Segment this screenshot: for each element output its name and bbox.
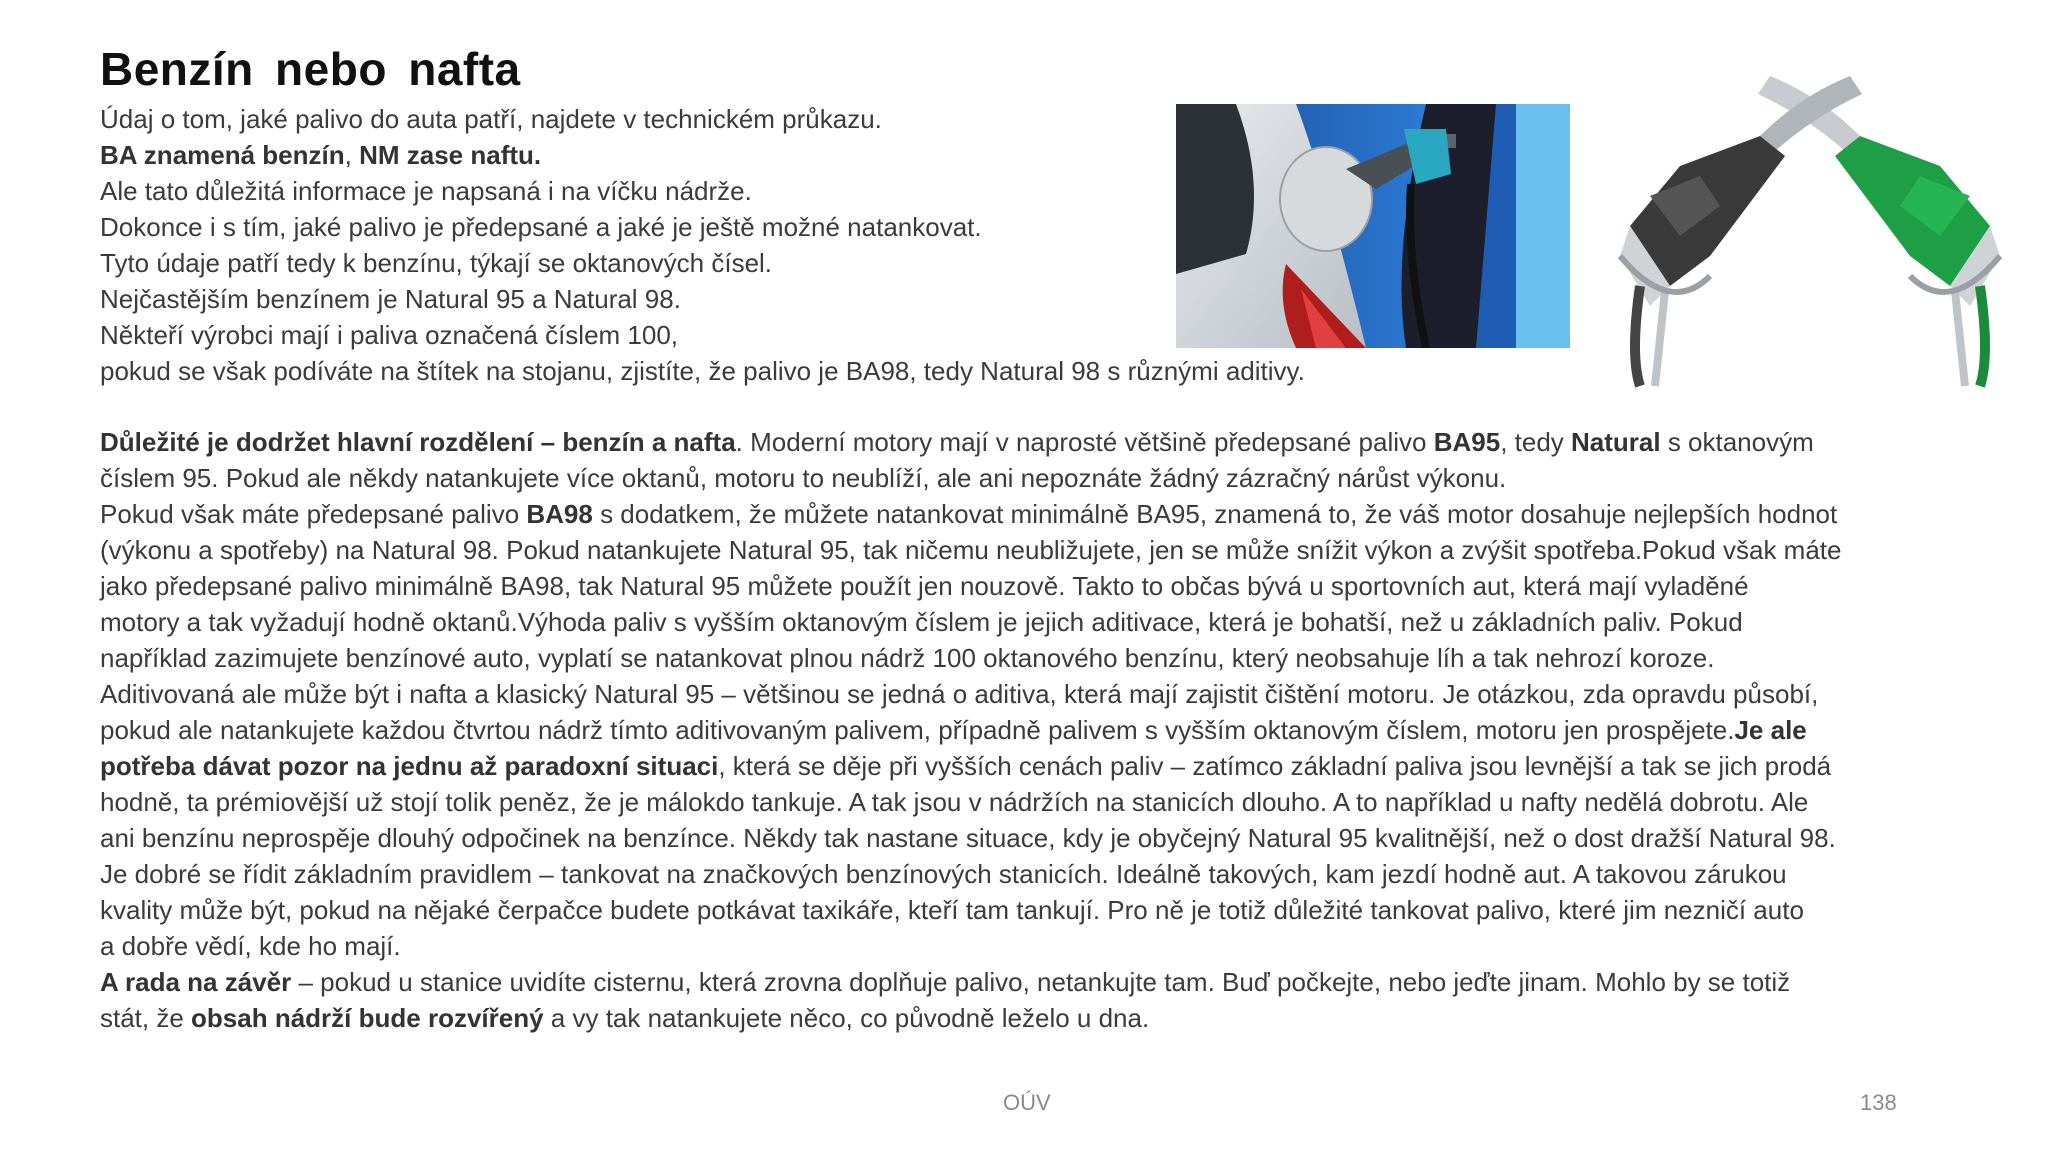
text-line: Aditivovaná ale může být i nafta a klasický Natural 95 – většinou se jedná o aditiva, která mají zajistit čištění motoru. Je otázkou, zda opravdu působí, bbox=[100, 679, 1819, 709]
text-span: – pokud u stanice uvidíte cisternu, která zrovna doplňuje palivo, netankujte tam. Buď počkejte, nebo jeďte jinam. Mohlo by se totiž bbox=[291, 967, 1791, 997]
text-span: pokud ale natankujete každou čtvrtou nádrž tímto aditivovaným palivem, případně palivem s vyšším oktanovým číslem, motoru jen prospějete. bbox=[100, 715, 1735, 745]
text-span: Pokud však máte předepsané palivo bbox=[100, 499, 527, 529]
bold-text: potřeba dávat pozor na jednu až paradoxní situaci bbox=[100, 751, 719, 781]
text-line: jako předepsané palivo minimálně BA98, tak Natural 95 můžete použít jen nouzově. Takto to občas bývá u sportovních aut, která mají vyladěné bbox=[100, 571, 1749, 601]
text-span: , která se děje při vyšších cenách paliv – zatímco základní paliva jsou levnější a tak se jich prodá bbox=[718, 751, 1832, 781]
intro-line: Někteří výrobci mají i paliva označená číslem 100, bbox=[100, 320, 679, 350]
text-line: motory a tak vyžadují hodně oktanů.Výhoda paliv s vyšším oktanovým číslem je jejich aditivace, která je bohatší, než u základních paliv. Pokud bbox=[100, 607, 1743, 637]
text-line bbox=[100, 712, 1960, 748]
text-line: a dobře vědí, kde ho mají. bbox=[100, 931, 401, 961]
text-span: s dodatkem, že můžete natankovat minimálně BA95, znamená to, že váš motor dosahuje nejlepších hodnot bbox=[592, 499, 1838, 529]
intro-line: Nejčastějším benzínem je Natural 95 a Natural 98. bbox=[100, 284, 681, 314]
text-line bbox=[100, 964, 1960, 1000]
text-line bbox=[100, 1000, 1960, 1036]
page-number: 138 bbox=[1860, 1090, 1897, 1115]
text-span: , bbox=[344, 140, 360, 170]
text-span: a vy tak natankujete něco, co původně leželo u dna. bbox=[543, 1003, 1150, 1033]
footer-label: OÚV bbox=[1003, 1090, 1051, 1115]
text-line: hodně, ta prémiovější už stojí tolik peněz, že je málokdo tankuje. A tak jsou v nádržích na stanicích dlouho. A to například u nafty nedělá dobrotu. Ale bbox=[100, 787, 1809, 817]
intro-line: Dokonce i s tím, jaké palivo je předepsané a jaké je ještě možné natankovat. bbox=[100, 212, 982, 242]
bold-text: Důležité je dodržet hlavní rozdělení – benzín a nafta bbox=[100, 427, 736, 457]
bold-text: NM zase naftu. bbox=[359, 140, 542, 170]
intro-line: Tyto údaje patří tedy k benzínu, týkají se oktanových čísel. bbox=[100, 248, 773, 278]
text-line: kvality může být, pokud na nějaké čerpačce budete potkávat taxikáře, kteří tam tankují. Pro ně je totiž důležité tankovat palivo, které jim nezničí auto bbox=[100, 895, 1804, 925]
intro-line: Údaj o tom, jaké palivo do auta patří, najdete v technickém průkazu. bbox=[100, 104, 882, 134]
text-line bbox=[100, 424, 1960, 460]
bold-text: obsah nádrží bude rozvířený bbox=[191, 1003, 544, 1033]
bold-text: BA98 bbox=[526, 499, 593, 529]
text-span: s oktanovým bbox=[1660, 427, 1814, 457]
text-span: stát, že bbox=[100, 1003, 192, 1033]
text-span: , tedy bbox=[1500, 427, 1572, 457]
text-span: . Moderní motory mají v naprosté většině předepsané palivo bbox=[735, 427, 1434, 457]
refueling-photo bbox=[1176, 104, 1570, 348]
text-line: (výkonu a spotřeby) na Natural 98. Pokud natankujete Natural 95, tak ničemu neubližujete, jen se může snížit výkon a zvýšit spotřeba.Pokud však máte bbox=[100, 535, 1842, 565]
bold-text: Natural bbox=[1571, 427, 1661, 457]
bold-text: BA znamená benzín bbox=[100, 140, 345, 170]
text-line: ani benzínu neprospěje dlouhý odpočinek na benzínce. Někdy tak nastane situace, kdy je obyčejný Natural 95 kvalitnější, než o dost dražší Natural 98. bbox=[100, 823, 1836, 853]
bold-text: BA95 bbox=[1433, 427, 1501, 457]
fuel-nozzles-illustration bbox=[1590, 56, 2030, 396]
text-line: Je dobré se řídit základním pravidlem – tankovat na značkových benzínových stanicích. Ideálně takových, kam jezdí hodně aut. A takovou zárukou bbox=[100, 859, 1787, 889]
main-text bbox=[100, 424, 1960, 1036]
intro-line: pokud se však podíváte na štítek na stojanu, zjistíte, že palivo je BA98, tedy Natural 98 s různými aditivy. bbox=[100, 356, 1305, 386]
text-line: například zazimujete benzínové auto, vyplatí se natankovat plnou nádrž 100 oktanového benzínu, který neobsahuje líh a tak nehrozí koroze. bbox=[100, 643, 1715, 673]
page-title: Benzín nebo nafta bbox=[100, 43, 521, 95]
bold-text: A rada na závěr bbox=[100, 967, 292, 997]
text-line: číslem 95. Pokud ale někdy natankujete více oktanů, motoru to neublíží, ale ani nepoznáte žádný zázračný nárůst výkonu. bbox=[100, 463, 1507, 493]
text-line bbox=[100, 496, 1960, 532]
bold-text: Je ale bbox=[1734, 715, 1807, 745]
intro-line: Ale tato důležitá informace je napsaná i na víčku nádrže. bbox=[100, 176, 752, 206]
text-line bbox=[100, 748, 1960, 784]
